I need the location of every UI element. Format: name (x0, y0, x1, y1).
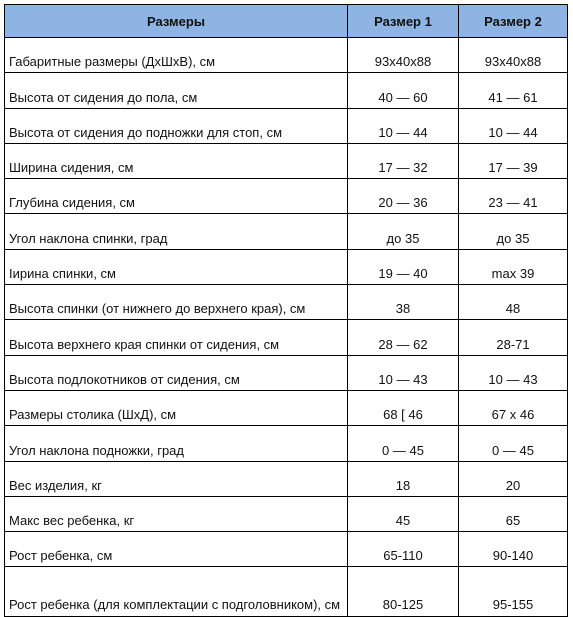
header-cell-size-2: Размер 2 (459, 5, 568, 38)
spec-table (4, 4, 568, 617)
size-1-cell: 80-125 (348, 567, 459, 617)
row-label-cell: Макс вес ребенка, кг (5, 496, 348, 531)
table-row (5, 496, 568, 531)
size-1-cell: 10 — 43 (348, 355, 459, 390)
table-row (5, 355, 568, 390)
row-label-cell: Высота от сидения до пола, см (5, 73, 348, 108)
header-cell-sizes: Размеры (5, 5, 348, 38)
row-label-cell: Высота от сидения до подножки для стоп, см (5, 108, 348, 143)
size-1-cell: 68 [ 46 (348, 390, 459, 425)
table-row (5, 143, 568, 178)
size-2-cell: 67 х 46 (459, 390, 568, 425)
row-label-cell: Рост ребенка, см (5, 532, 348, 567)
size-2-cell: max 39 (459, 249, 568, 284)
size-2-cell: 20 (459, 461, 568, 496)
size-2-cell: 48 (459, 285, 568, 320)
size-2-cell: 10 — 43 (459, 355, 568, 390)
size-1-cell: до 35 (348, 214, 459, 249)
table-row (5, 38, 568, 73)
size-1-cell: 65-110 (348, 532, 459, 567)
table-row (5, 461, 568, 496)
row-label-cell: Вес изделия, кг (5, 461, 348, 496)
table-row (5, 249, 568, 284)
size-1-cell: 28 — 62 (348, 320, 459, 355)
size-2-cell: 17 — 39 (459, 143, 568, 178)
size-1-cell: 17 — 32 (348, 143, 459, 178)
row-label-cell: Рост ребенка (для комплектации с подголовником), см (5, 567, 348, 617)
table-row (5, 73, 568, 108)
size-1-cell: 18 (348, 461, 459, 496)
size-1-cell: 10 — 44 (348, 108, 459, 143)
row-label-cell: Глубина сидения, см (5, 179, 348, 214)
row-label-cell: Угол наклона спинки, град (5, 214, 348, 249)
size-2-cell: 95-155 (459, 567, 568, 617)
table-row (5, 320, 568, 355)
size-2-cell: 90-140 (459, 532, 568, 567)
table-row (5, 285, 568, 320)
size-2-cell: 93х40х88 (459, 38, 568, 73)
row-label-cell: Размеры столика (ШхД), см (5, 390, 348, 425)
header-cell-size-1: Размер 1 (348, 5, 459, 38)
row-label-cell: Высота спинки (от нижнего до верхнего края), см (5, 285, 348, 320)
table-row (5, 532, 568, 567)
size-2-cell: до 35 (459, 214, 568, 249)
size-1-cell: 38 (348, 285, 459, 320)
row-label-cell: Угол наклона подножки, град (5, 426, 348, 461)
size-1-cell: 19 — 40 (348, 249, 459, 284)
size-1-cell: 20 — 36 (348, 179, 459, 214)
size-1-cell: 40 — 60 (348, 73, 459, 108)
size-1-cell: 93х40х88 (348, 38, 459, 73)
row-label-cell: Высота подлокотников от сидения, см (5, 355, 348, 390)
table-row (5, 214, 568, 249)
table-row (5, 108, 568, 143)
table-row (5, 179, 568, 214)
row-label-cell: Іирина спинки, см (5, 249, 348, 284)
table-row (5, 567, 568, 617)
size-2-cell: 65 (459, 496, 568, 531)
table-row (5, 390, 568, 425)
table-row (5, 426, 568, 461)
size-2-cell: 0 — 45 (459, 426, 568, 461)
row-label-cell: Габаритные размеры (ДхШхВ), см (5, 38, 348, 73)
size-2-cell: 23 — 41 (459, 179, 568, 214)
size-2-cell: 10 — 44 (459, 108, 568, 143)
size-2-cell: 41 — 61 (459, 73, 568, 108)
row-label-cell: Высота верхнего края спинки от сидения, см (5, 320, 348, 355)
size-1-cell: 45 (348, 496, 459, 531)
size-1-cell: 0 — 45 (348, 426, 459, 461)
row-label-cell: Ширина сидения, см (5, 143, 348, 178)
size-2-cell: 28-71 (459, 320, 568, 355)
header-row (5, 5, 568, 38)
